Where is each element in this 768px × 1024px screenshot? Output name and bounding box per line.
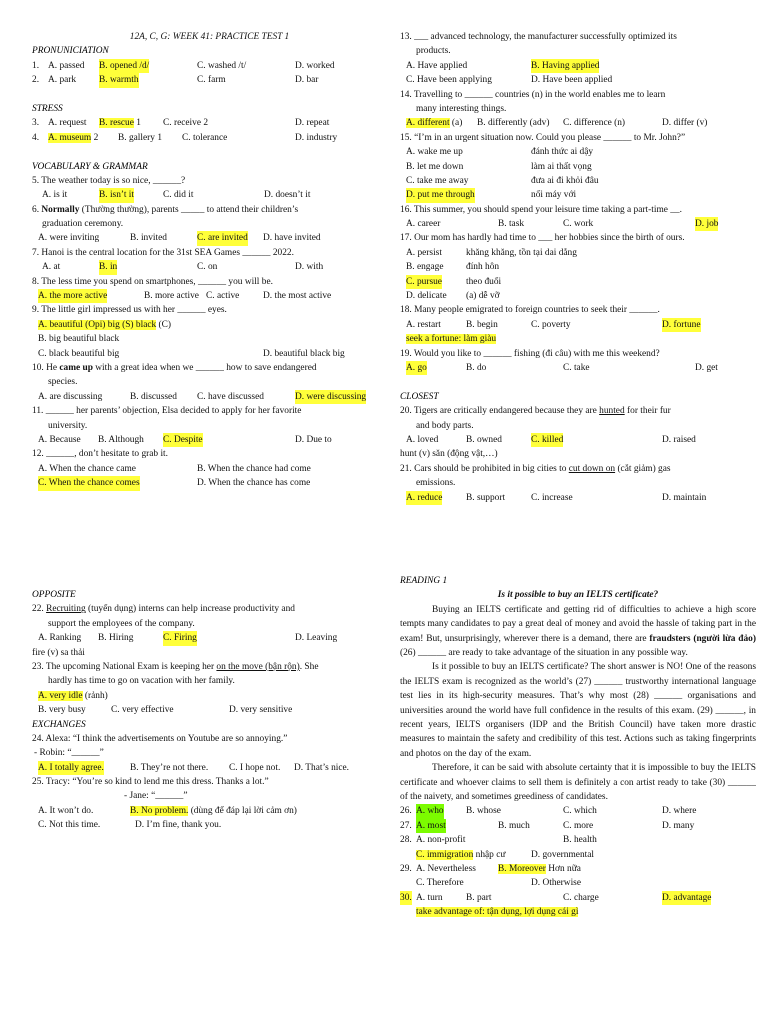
answer-highlight: 30. [400, 891, 412, 905]
question-12-options-row1: A. When the chance came B. When the chance had come [38, 463, 311, 474]
question-25-stem: 25. Tracy: “You’re so kind to lend me this dress. Thanks a lot.” [32, 777, 269, 788]
answer-highlight: C. When the chance comes [38, 476, 140, 490]
answer-highlight: D. fortune [662, 318, 701, 332]
question-12-options-row2: C. When the chance comes D. When the chance has come [32, 476, 387, 490]
question-19-options: A. go B. do C. take D. get [400, 361, 756, 375]
question-6-options: A. were inviting B. invited C. are invited D. have invited [32, 231, 387, 245]
question-6-stem: 6. Normally (Thường thường), parents _____ to attend their children’s [32, 204, 299, 215]
answer-highlight: D. job [695, 217, 718, 231]
answer-highlight: C. immigration [416, 849, 474, 860]
answer-highlight: A. reduce [406, 491, 442, 505]
question-25-options-row2: C. Not this time. D. I’m fine, thank you. [38, 820, 222, 831]
section-reading: READING 1 [400, 576, 448, 586]
question-14-stem: 14. Travelling to ______ countries (n) in the world enables me to learn [400, 89, 666, 100]
question-30: 30. A. turn B. part C. charge D. advantage [400, 891, 756, 905]
answer-highlight: A. different [406, 118, 450, 129]
answer-highlight: B. in [99, 260, 117, 274]
question-9-option-a: A. beautiful (Opi) big (S) black (C) [38, 319, 172, 330]
question-5-stem: 5. The weather today is so nice, ______? [32, 175, 186, 186]
answer-highlight: D. put me through [406, 188, 475, 202]
reading-passage [400, 603, 756, 805]
question-11-stem: 11. ______ her parents’ objection, Elsa decided to apply for her favorite [32, 406, 302, 417]
question-7-options: A. at B. in C. on D. with [32, 260, 387, 274]
question-15-stem: 15. “I’m in an urgent situation now. Could you please ______ to Mr. John?” [400, 132, 686, 143]
question-18-stem: 18. Many people emigrated to foreign countries to seek their ______. [400, 305, 660, 316]
question-29-row1: 29. A. Nevertheless B. Moreover Hơn nữa [400, 864, 581, 875]
question-21-options: A. reduce B. support C. increase D. maintain [400, 491, 756, 505]
section-closest: CLOSEST [400, 391, 439, 402]
top-left-column: 12A, C, G: WEEK 41: PRACTICE TEST 1 PRONUNICIATION 1. A. passed B. opened /d/ C. washed /t/ D. worked 2. A. park B. warmth C. farm D. bar STRESS 3. A. request B. rescue 1 C. receive 2 D. repeat 4. A. museum 2 B. gallery 1 C. tolerance D. industry VOCABULARY & GRAMMAR 5. The weather today is so nice, ______? A. is it B. isn’t it C. did it D. doesn’t it 6. Normally (Thường thường), parents _____ to attend their children’s graduation ceremony. A. were inviting B. invited C. are invited D. have invited 7. Hanoi is the central location for the 31st SEA Games ______ 2022. A. at B. in C. on D. with 8. The less time you spend on smartphones, ______ you will be. A. the more active B. more active C. active D. the most active 9. The little girl impressed us with her ______ eyes. A. beautiful (Opi) big (S) black (C) B. big beautiful black C. black beautiful big D. beautiful black big 10. He came up with a great idea when we ______ how to save endangered species. A. are discussing B. discussed C. have discussed D. were discussing 11. ______ her parents’ objection, Elsa decided to apply for her favorite university. A. Because B. Although C. Despite D. Due to 12. ______, don’t hesitate to grab it. A. When the chance came B. When the chance had come C. When the chance comes D. When the chance has come [32, 30, 387, 491]
question-2: 2. A. park B. warmth C. farm D. bar [32, 73, 387, 87]
question-22-options: A. Ranking B. Hiring C. Firing D. Leaving [32, 631, 387, 645]
question-21-stem: 21. Cars should be prohibited in big cities to cut down on (cắt giảm) gas [400, 463, 671, 474]
answer-highlight: A. very idle [38, 690, 83, 701]
question-23-stem: 23. The upcoming National Exam is keeping her on the move (bận rộn). She [32, 661, 319, 672]
answer-note: take advantage of: tận dụng, lợi dụng cái gì [416, 907, 579, 918]
bottom-left-column: OPPOSITE 22. Recruiting (tuyển dụng) interns can help increase productivity and support the employees of the company. A. Ranking B. Hiring C. Firing D. Leaving fire (v) sa thải 23. The upcoming National Exam is keeping her on the move (bận rộn). She hardly has time to go on vacation with her family. A. very idle (rảnh) B. very busy C. very effective D. very sensitive EXCHANGES 24. Alexa: “I think the advertisements on Youtube are so annoying.” - Robin: “______” A. I totally agree. B. They’re not there. C. I hope not. D. That’s nice. 25. Tracy: “You’re so kind to lend me this dress. Thanks a lot.” - Jane: “______” A. It won’t do. B. No problem. (dùng để đáp lại lời cảm ơn) C. Not this time. D. I’m fine, thank you. [32, 588, 387, 833]
question-27: 27. A. most B. much C. more D. many [400, 819, 756, 833]
question-16-options: A. career B. task C. work D. job [400, 217, 756, 231]
question-22-stem: 22. Recruiting (tuyển dụng) interns can help increase productivity and [32, 604, 295, 615]
question-8-stem: 8. The less time you spend on smartphones, ______ you will be. [32, 276, 273, 287]
paragraph-1: Buying an IELTS certificate and getting rid of difficulties to achieve a high score tempts many candidates to pay a great deal of money and avoid the hassle of taking part in the exam! But, unsurprisingly, wherever there is a demand, there are fraudsters (người lừa đảo) (26) ______ are ready to take advantage of the situation in any possible way. [400, 604, 756, 658]
question-8-options: A. the more active B. more active C. active D. the most active [32, 289, 387, 303]
answer-highlight: B. warmth [99, 73, 139, 87]
answer-highlight: A. I totally agree. [38, 761, 104, 775]
question-16-stem: 16. This summer, you should spend your leisure time taking a part-time __. [400, 204, 682, 215]
question-24-options: A. I totally agree. B. They’re not there. C. I hope not. D. That’s nice. [32, 761, 387, 775]
answer-highlight: B. isn’t it [99, 188, 134, 202]
answer-highlight: C. killed [531, 433, 563, 447]
question-3: 3. A. request B. rescue 1 C. receive 2 D. repeat [32, 118, 330, 129]
question-10-stem: 10. He came up with a great idea when we ______ how to save endangered [32, 362, 317, 373]
section-stress: STRESS [32, 103, 63, 114]
question-29-row2: C. Therefore D. Otherwise [416, 878, 581, 889]
question-9-options: C. black beautiful big D. beautiful black big [38, 348, 345, 359]
answer-highlight: B. opened /d/ [99, 59, 149, 73]
answer-highlight: D. were discussing [295, 390, 366, 404]
question-19-stem: 19. Would you like to ______ fishing (đi câu) with me this weekend? [400, 348, 660, 359]
reading-title: Is it possible to buy an IELTS certificate? [497, 590, 659, 601]
answer-highlight: B. rescue [99, 118, 134, 129]
question-11-options: A. Because B. Although C. Despite D. Due to [32, 433, 387, 447]
question-9-stem: 9. The little girl impressed us with her ______ eyes. [32, 305, 227, 316]
question-18-options: A. restart B. begin C. poverty D. fortune [400, 318, 756, 332]
paragraph-2: Is it possible to buy an IELTS certificate? The short answer is NO! One of the reasons the IELTS exam is recognized as the world’s (27) ______ trustworthy international language test lies in its high-security measures. That’s why most (28) ______ organisations and universities around the world have full confidence in the results of this exam. (29) ______, in recent years, IELTS organisers (IDP and the British Council) have taken more drastic measures to maintain the safety and credibility of this test. Actions such as taking fingerprints and photos on the day of the exam. [400, 662, 756, 759]
question-1: 1. A. passed B. opened /d/ C. washed /t/ D. worked [32, 59, 387, 73]
question-10-options: A. are discussing B. discussed C. have discussed D. were discussing [32, 390, 387, 404]
question-7-stem: 7. Hanoi is the central location for the 31st SEA Games ______ 2022. [32, 247, 294, 258]
question-26: 26. A. who B. whose C. which D. where [400, 804, 756, 818]
answer-highlight: C. are invited [197, 231, 248, 245]
question-14-options: A. different (a) B. differently (adv) C. difference (n) D. differ (v) [406, 118, 708, 129]
question-23-options: B. very busy C. very effective D. very sensitive [38, 705, 293, 716]
section-vocab-grammar: VOCABULARY & GRAMMAR [32, 161, 148, 172]
answer-highlight: C. Despite [163, 433, 203, 447]
answer-highlight: A. the more active [38, 289, 107, 303]
question-13-stem: 13. ___ advanced technology, the manufacturer successfully optimized its [400, 32, 677, 42]
answer-highlight: A. beautiful (Opi) big (S) black [38, 319, 157, 330]
answer-highlight: D. advantage [662, 891, 711, 905]
answer-highlight: C. pursue [406, 275, 442, 289]
question-13-options-row2: C. Have been applying D. Have been applied [406, 75, 613, 86]
question-17-stem: 17. Our mom has hardly had time to ___ her hobbies since the birth of ours. [400, 233, 685, 244]
page-title: 12A, C, G: WEEK 41: PRACTICE TEST 1 [129, 32, 290, 42]
question-25-options-row1: A. It won’t do. B. No problem. (dùng để đáp lại lời cảm ơn) [38, 805, 297, 816]
answer-highlight: A. museum [48, 132, 92, 143]
question-13-options-row1: A. Have applied B. Having applied [400, 59, 756, 73]
question-5-options: A. is it B. isn’t it C. did it D. doesn’t it [32, 188, 387, 202]
top-right-column: 13. ___ advanced technology, the manufacturer successfully optimized its products. A. Have applied B. Having applied C. Have been applying D. Have been applied 14. Travelling to ______ countries (n) in the world enables me to learn many interesting things. A. different (a) B. differently (adv) C. difference (n) D. differ (v) 15. “I’m in an urgent situation now. Could you please ______ to Mr. John?” A. wake me up đánh thức ai dậy B. let me down làm ai thất vọng C. take me away đưa ai đi khỏi đâu D. put me through nối máy với 16. This summer, you should spend your leisure time taking a part-time __. A. career B. task C. work D. job 17. Our mom has hardly had time to ___ her hobbies since the birth of ours. A. persist khăng khăng, tồn tại dai dẳng B. engage đính hôn C. pursue theo đuổi D. delicate (a) dễ vỡ 18. Many people emigrated to foreign countries to seek their ______. A. restart B. begin C. poverty D. fortune seek a fortune: làm giàu 19. Would you like to ______ fishing (đi câu) with me this weekend? A. go B. do C. take D. get CLOSEST 20. Tigers are critically endangered because they are hunted for their fur and body parts. A. loved B. owned C. killed D. raised hunt (v) săn (động vật,…) 21. Cars should be prohibited in big cities to cut down on (cắt giảm) gas emissions. A. reduce B. support C. increase D. maintain [400, 30, 756, 505]
question-20-options: A. loved B. owned C. killed D. raised [400, 433, 756, 447]
answer-highlight: A. go [406, 361, 427, 375]
question-28-row1: 28. A. non-profit B. health [400, 835, 597, 846]
section-opposite: OPPOSITE [32, 590, 76, 600]
answer-highlight: B. No problem. [130, 805, 189, 816]
paragraph-3: Therefore, it can be said with absolute certainty that it is impossible to buy the IELTS certificate and whoever claims to sell them is definitely a con artist ready to take (30) ______ of the naivety, and sometimes greediness of candidates. [400, 763, 756, 803]
bottom-right-column [400, 574, 756, 920]
answer-note: seek a fortune: làm giàu [406, 334, 497, 345]
question-4: 4. A. museum 2 B. gallery 1 C. tolerance D. industry [32, 132, 338, 143]
question-28-row2: C. immigration nhập cư D. governmental [416, 849, 595, 860]
question-24-stem: 24. Alexa: “I think the advertisements on Youtube are so annoying.” [32, 733, 288, 744]
question-20-stem: 20. Tigers are critically endangered because they are hunted for their fur [400, 406, 671, 417]
answer-highlight: B. Moreover [498, 864, 546, 875]
answer-highlight: A. who [416, 804, 444, 818]
answer-highlight: A. most [416, 819, 446, 833]
question-12-stem: 12. ______, don’t hesitate to grab it. [32, 449, 169, 460]
answer-highlight: B. Having applied [531, 59, 599, 73]
answer-highlight: C. Firing [163, 631, 197, 645]
section-exchanges: EXCHANGES [32, 719, 86, 730]
section-pronunciation: PRONUNICIATION [32, 46, 109, 57]
